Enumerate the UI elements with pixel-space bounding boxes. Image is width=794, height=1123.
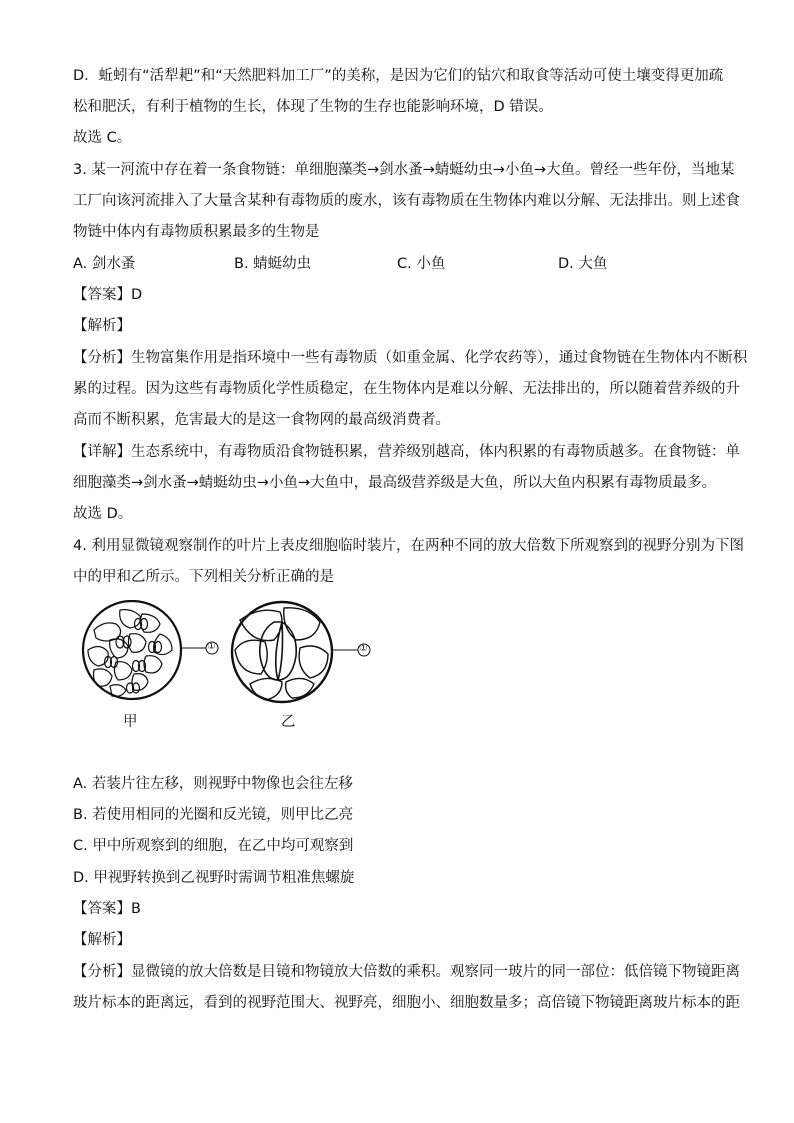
prev-choice: 故选 C。: [73, 130, 132, 146]
q4-analysis-heading: 【解析】: [73, 932, 131, 948]
prev-option-d-line2: 松和肥沃，有利于植物的生长，体现了生物的生存也能影响环境，D 错误。: [73, 99, 553, 115]
figure-label-jia: 甲: [123, 714, 138, 730]
figure-label-yi: 乙: [281, 714, 296, 730]
q3-analysis-line3: 高而不断积累，危害最大的是这一食物网的最高级消费者。: [73, 412, 450, 428]
q4-analysis-line1: 【分析】显微镜的放大倍数是目镜和物镜放大倍数的乘积。观察同一玻片的同一部位：低倍镜下物镜距离: [73, 964, 740, 980]
q3-analysis-line1: 【分析】生物富集作用是指环境中一些有毒物质（如重金属、化学农药等），通过食物链在生物体内不断积: [73, 350, 748, 366]
prev-option-d-line1: D．蚯蚓有“活犁耙”和“天然肥料加工厂”的美称，是因为它们的钻穴和取食等活动可使土壤变得更加疏: [73, 68, 724, 84]
q4-option-b: B. 若使用相同的光圈和反光镜，则甲比乙亮: [73, 807, 354, 823]
q3-stem-line1: 3. 某一河流中存在着一条食物链：单细胞藻类→剑水蚤→蜻蜓幼虫→小鱼→大鱼。曾经一些年份，当地某: [73, 162, 735, 178]
q3-option-a: A. 剑水蚤: [73, 256, 136, 272]
q3-answer: 【答案】D: [73, 287, 143, 303]
microscope-figure: [80, 600, 380, 740]
q3-stem-line3: 物链中体内有毒物质积累最多的生物是: [73, 224, 320, 240]
q4-stem-line1: 4. 利用显微镜观察制作的叶片上表皮细胞临时装片，在两种不同的放大倍数下所观察到的视野分别为下图: [73, 538, 744, 554]
microscope-views-drawing: [80, 600, 380, 710]
q3-option-b: B. 蜻蜓幼虫: [234, 256, 312, 272]
q4-stem-line2: 中的甲和乙所示。下列相关分析正确的是: [73, 569, 334, 585]
q3-analysis-line2: 累的过程。因为这些有毒物质化学性质稳定，在生物体内是难以分解、无法排出的，所以随着营养级的升: [73, 381, 740, 397]
q4-option-a: A. 若装片往左移，则视野中物像也会往左移: [73, 776, 353, 792]
figure-marker-yi: ①: [359, 643, 368, 654]
q3-analysis-heading: 【解析】: [73, 318, 131, 334]
q4-answer: 【答案】B: [73, 901, 141, 917]
q3-detail-line1: 【详解】生态系统中，有毒物质沿食物链积累，营养级别越高，体内积累的有毒物质越多。在食物链：单: [73, 444, 740, 460]
q3-detail-line2: 细胞藻类→剑水蚤→蜻蜓幼虫→小鱼→大鱼中，最高级营养级是大鱼，所以大鱼内积累有毒物质最多。: [73, 475, 717, 491]
q4-analysis-line2: 玻片标本的距离远，看到的视野范围大、视野亮，细胞小、细胞数量多；高倍镜下物镜距离玻片标本的距: [73, 995, 740, 1011]
q3-stem-line2: 工厂向该河流排入了大量含某种有毒物质的废水，该有毒物质在生物体内难以分解、无法排出。则上述食: [73, 193, 740, 209]
q3-choice: 故选 D。: [73, 506, 133, 522]
figure-marker-jia: ①: [207, 641, 216, 652]
q3-option-c: C. 小鱼: [397, 256, 446, 272]
q3-option-d: D. 大鱼: [558, 256, 608, 272]
view-yi: [232, 602, 370, 702]
view-jia: [83, 601, 218, 699]
q4-option-d: D. 甲视野转换到乙视野时需调节粗准焦螺旋: [73, 870, 355, 886]
q4-option-c: C. 甲中所观察到的细胞，在乙中均可观察到: [73, 838, 354, 854]
